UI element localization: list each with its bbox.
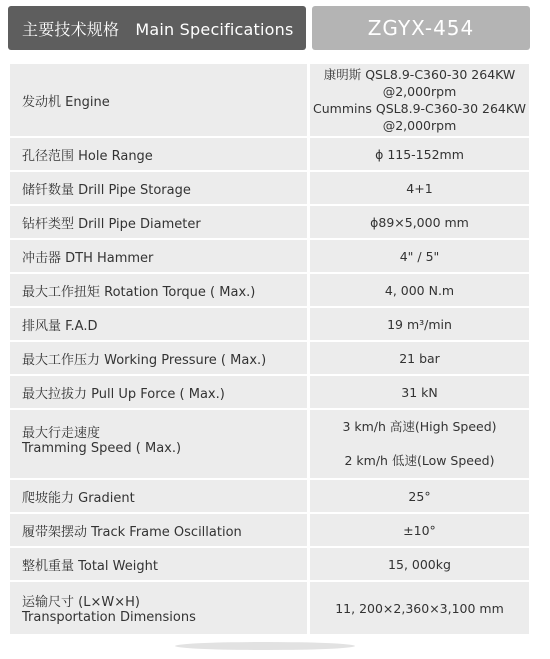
spec-value xyxy=(310,206,529,238)
spec-value xyxy=(310,376,529,408)
spec-label: 储钎数量 Drill Pipe Storage xyxy=(10,172,310,204)
spec-value-line: 4, 000 N.m xyxy=(384,282,455,298)
spec-label-line: 运输尺寸 (L×W×H) xyxy=(22,595,140,610)
spec-label: 最大拉拔力 Pull Up Force ( Max.) xyxy=(10,376,310,408)
spec-table xyxy=(10,64,529,634)
table-shadow xyxy=(175,642,355,650)
spec-value-line: 4" / 5" xyxy=(399,248,440,264)
table-row xyxy=(10,240,529,274)
spec-value xyxy=(310,138,529,170)
spec-value xyxy=(310,274,529,306)
table-row xyxy=(10,548,529,582)
table-row xyxy=(10,410,529,480)
table-row xyxy=(10,582,529,634)
spec-label: 整机重量 Total Weight xyxy=(10,548,310,580)
table-row xyxy=(10,274,529,308)
spec-label: 钻杆类型 Drill Pipe Diameter xyxy=(10,206,310,238)
spec-value-line: 25° xyxy=(408,488,431,504)
spec-value-line: ±10° xyxy=(403,522,436,538)
spec-label: 最大工作压力 Working Pressure ( Max.) xyxy=(10,342,310,374)
table-row xyxy=(10,376,529,410)
table-row xyxy=(10,206,529,240)
section-title: 主要技术规格 Main Specifications xyxy=(8,6,306,50)
spec-value xyxy=(310,172,529,204)
table-row xyxy=(10,514,529,548)
spec-label: 爬坡能力 Gradient xyxy=(10,480,310,512)
spec-label xyxy=(10,582,310,634)
model-name: ZGYX-454 xyxy=(312,6,530,50)
spec-value-line: ϕ89×5,000 mm xyxy=(370,214,469,230)
spec-label: 发动机 Engine xyxy=(10,64,310,136)
spec-value-line: 31 kN xyxy=(401,384,438,400)
table-row xyxy=(10,172,529,206)
spec-value-line: ϕ 115-152mm xyxy=(375,146,464,162)
spec-label: 最大工作扭矩 Rotation Torque ( Max.) xyxy=(10,274,310,306)
spec-label: 排风量 F.A.D xyxy=(10,308,310,340)
spec-value-line: 3 km/h 高速(High Speed) xyxy=(342,419,497,434)
spec-value-line: 康明斯 QSL8.9-C360-30 264KW xyxy=(323,67,516,82)
table-row xyxy=(10,342,529,376)
spec-value-line: 4+1 xyxy=(406,180,433,196)
spec-value-line: 11, 200×2,360×3,100 mm xyxy=(335,600,504,616)
spec-value-line: 21 bar xyxy=(399,350,440,366)
spec-value xyxy=(310,240,529,272)
table-row xyxy=(10,138,529,172)
spec-value xyxy=(310,480,529,512)
spec-value-line: 2 km/h 低速(Low Speed) xyxy=(344,453,495,468)
spec-value xyxy=(310,548,529,580)
spec-value xyxy=(310,308,529,340)
spec-label: 冲击器 DTH Hammer xyxy=(10,240,310,272)
spec-value xyxy=(310,582,529,634)
spec-label-line: Transportation Dimensions xyxy=(22,610,196,625)
spec-label-line: 最大行走速度 xyxy=(22,426,101,441)
spec-label xyxy=(10,410,310,478)
spec-value xyxy=(310,342,529,374)
spec-value-line: Cummins QSL8.9-C360-30 264KW xyxy=(313,101,526,116)
spec-value xyxy=(310,514,529,546)
table-row xyxy=(10,308,529,342)
spec-label-line: Tramming Speed ( Max.) xyxy=(22,441,182,456)
table-row xyxy=(10,64,529,138)
spec-value xyxy=(310,64,529,136)
table-row xyxy=(10,480,529,514)
spec-label: 孔径范围 Hole Range xyxy=(10,138,310,170)
spec-value-line: 19 m³/min xyxy=(387,316,452,332)
spec-value-line: 15, 000kg xyxy=(388,556,451,572)
spec-value xyxy=(310,410,529,478)
spec-label: 履带架摆动 Track Frame Oscillation xyxy=(10,514,310,546)
spec-value-line: @2,000rpm xyxy=(382,118,457,133)
spec-value-line: @2,000rpm xyxy=(382,84,457,99)
